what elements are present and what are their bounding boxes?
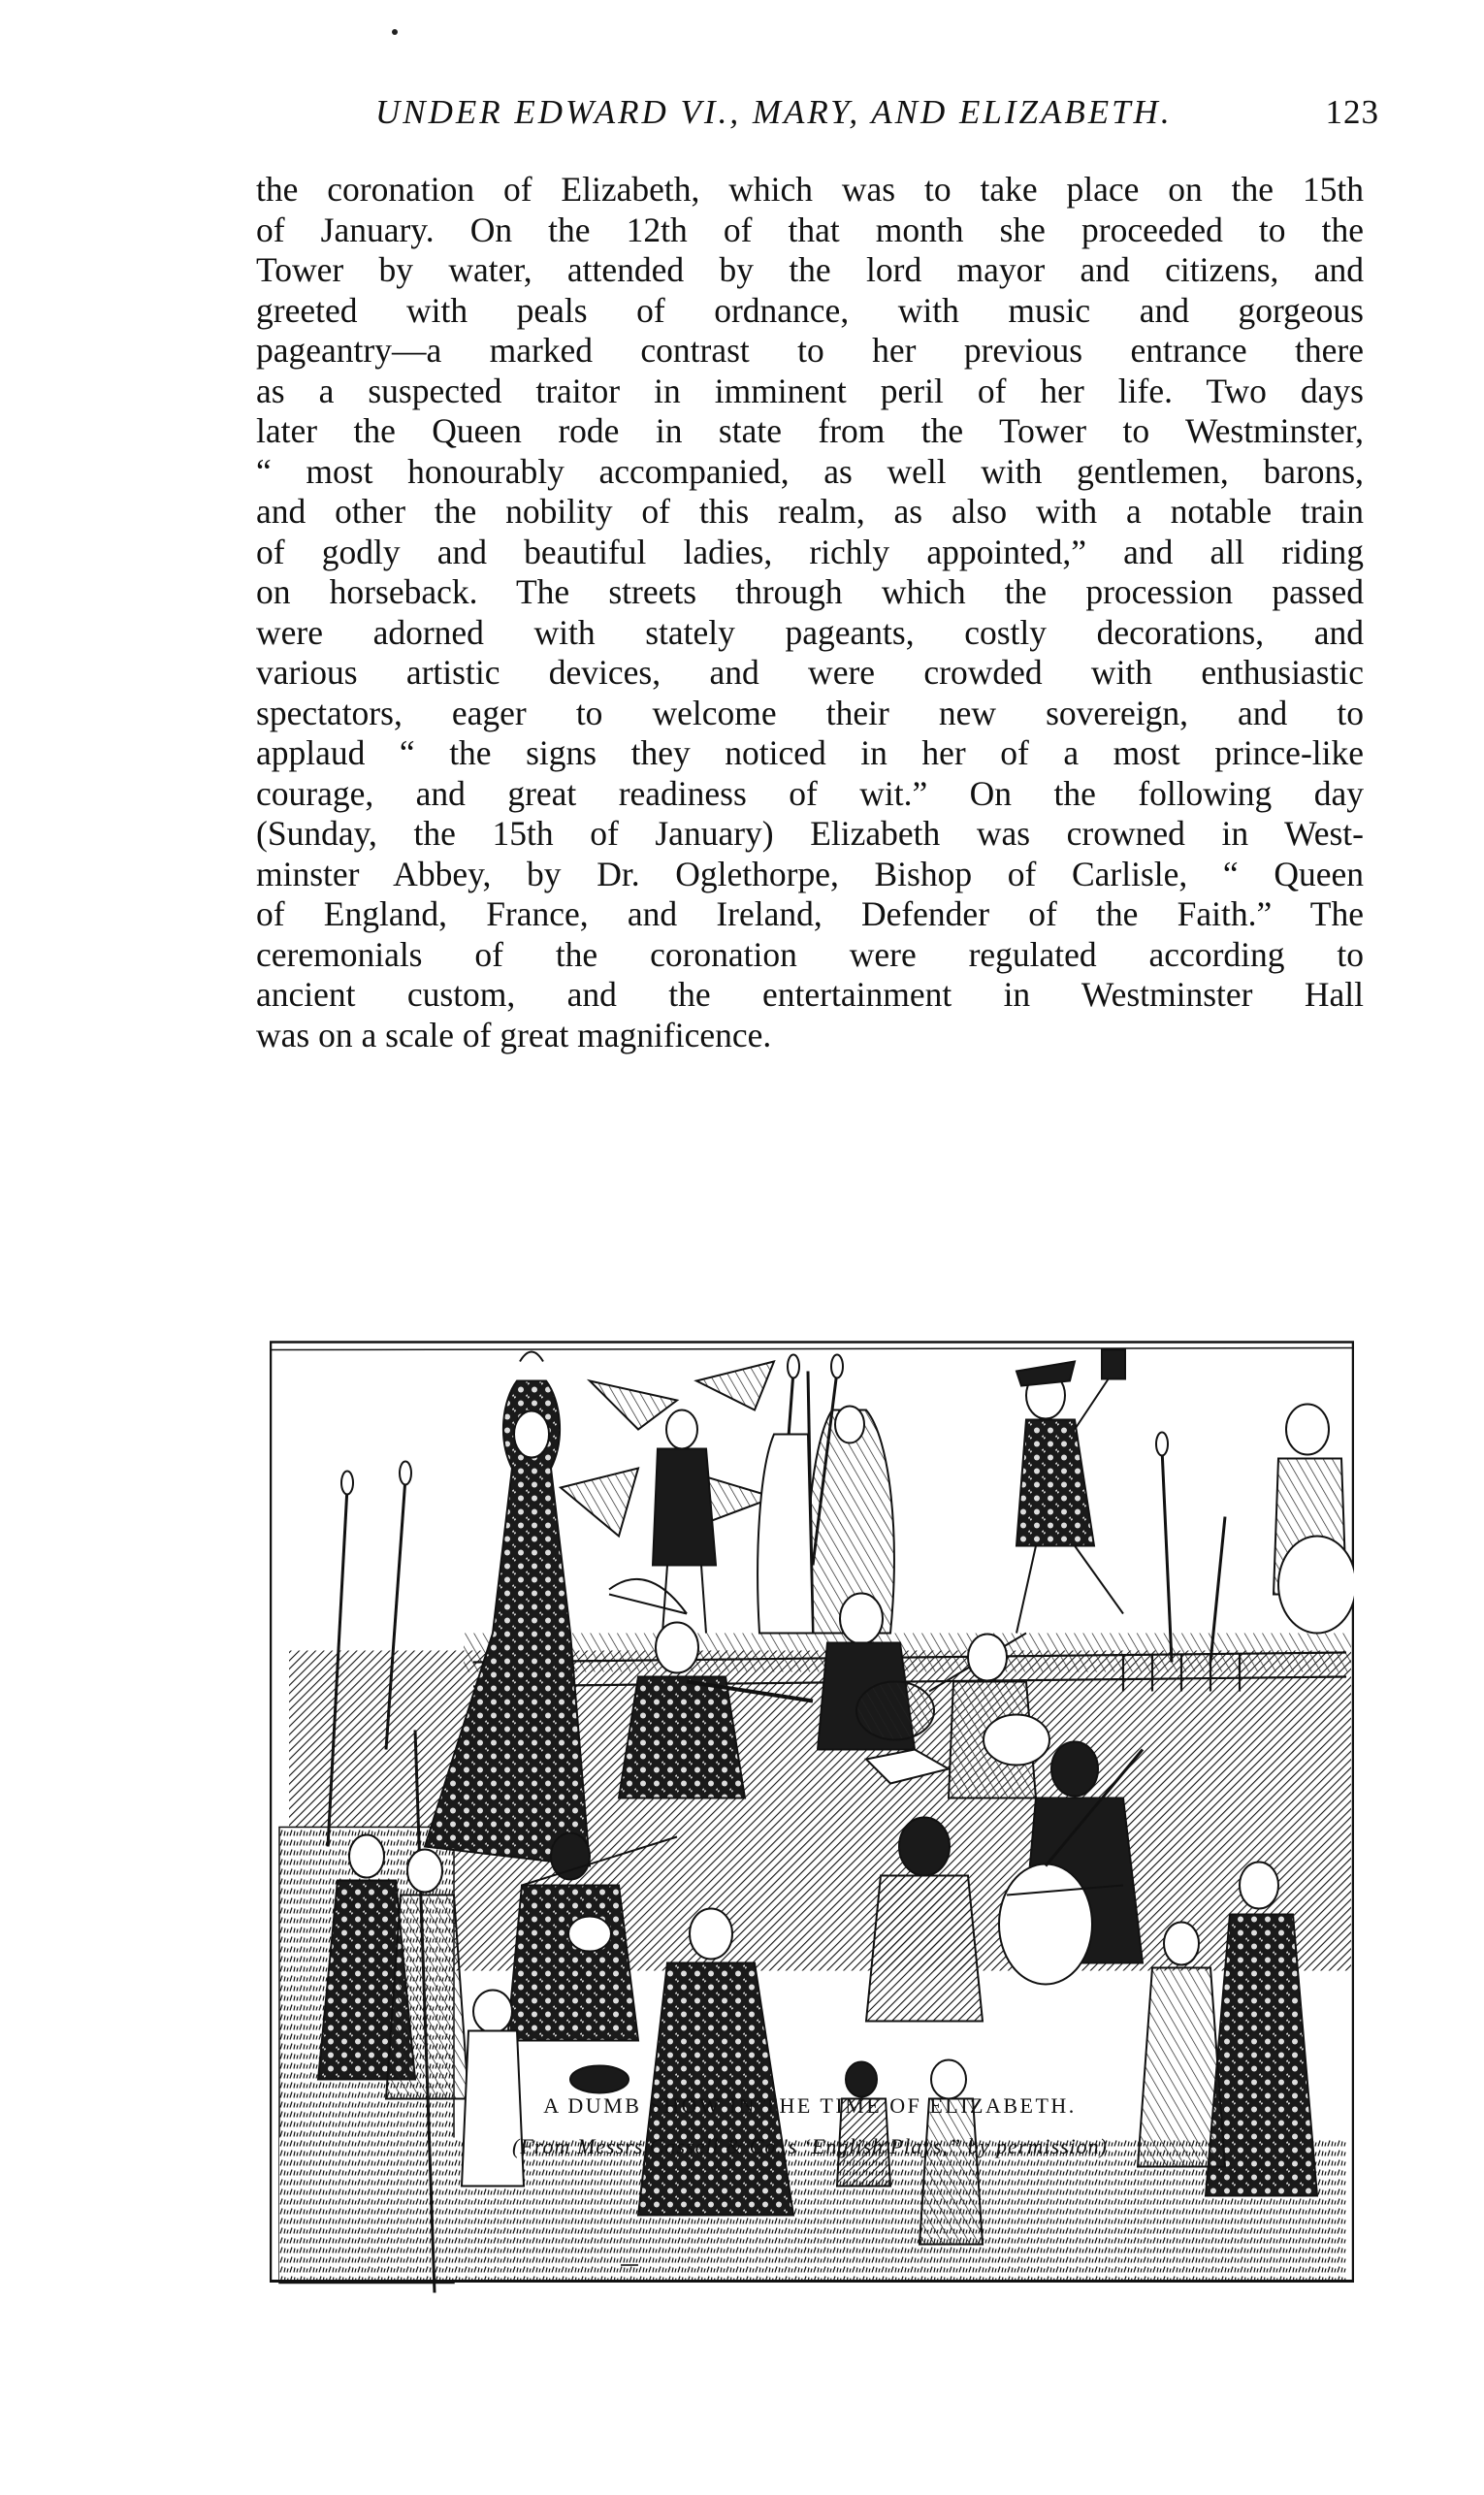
- text-line: was on a scale of great magnificence.: [256, 1015, 772, 1054]
- text-line: applaud “ the signs they noticed in her of a most prince-like: [256, 733, 1364, 772]
- text-line: various artistic devices, and were crowded with enthusiastic: [256, 653, 1364, 692]
- text-line: and other the nobility of this realm, as also with a notable train: [256, 492, 1364, 531]
- text-line: were adorned with stately pageants, costly decorations, and: [256, 612, 1364, 652]
- text-line: (Sunday, the 15th of January) Elizabeth was crowned in West-: [256, 814, 1364, 853]
- text-line: pageantry—a marked contrast to her previous entrance there: [256, 331, 1364, 370]
- print-speck: [392, 29, 398, 35]
- text-line: of godly and beautiful ladies, richly appointed,” and all riding: [256, 532, 1364, 571]
- text-line: of January. On the 12th of that month she proceeded to the: [256, 210, 1364, 249]
- text-line: ancient custom, and the entertainment in Westminster Hall: [256, 975, 1364, 1014]
- dumb-show-engraving: [270, 1135, 1354, 2495]
- text-line: ceremonials of the coronation were regulated according to: [256, 934, 1364, 974]
- body-paragraph: [256, 170, 1364, 1055]
- running-title: UNDER EDWARD VI., MARY, AND ELIZABETH.: [375, 93, 1173, 131]
- text-line: the coronation of Elizabeth, which was to take place on the 15th: [256, 170, 1364, 209]
- print-mark: [621, 2264, 638, 2266]
- page-number: 123: [1325, 93, 1379, 131]
- text-line: courage, and great readiness of wit.” On the following day: [256, 773, 1364, 813]
- text-line: on horseback. The streets through which the procession passed: [256, 572, 1364, 611]
- text-line: later the Queen rode in state from the Tower to Westminster,: [256, 411, 1364, 450]
- running-head: [254, 93, 1379, 142]
- engraving-figure: [270, 1135, 1354, 2488]
- text-line: as a suspected traitor in imminent peril of her life. Two days: [256, 371, 1364, 410]
- text-line: Tower by water, attended by the lord mayor and citizens, and: [256, 250, 1364, 289]
- text-line: minster Abbey, by Dr. Oglethorpe, Bishop of Carlisle, “ Queen: [256, 854, 1364, 893]
- text-line: of England, France, and Ireland, Defender of the Faith.” The: [256, 894, 1364, 933]
- figure-caption-title: A DUMB SHOW IN THE TIME OF ELIZABETH.: [543, 2093, 1077, 2118]
- text-line: spectators, eager to welcome their new sovereign, and to: [256, 693, 1364, 732]
- text-line: greeted with peals of ordnance, with music and gorgeous: [256, 290, 1364, 330]
- text-line: “ most honourably accompanied, as well with gentlemen, barons,: [256, 451, 1364, 491]
- figure-caption-credit: (From Messrs Cassell & Co.'s ‘English Plays,” by permission): [512, 2134, 1108, 2158]
